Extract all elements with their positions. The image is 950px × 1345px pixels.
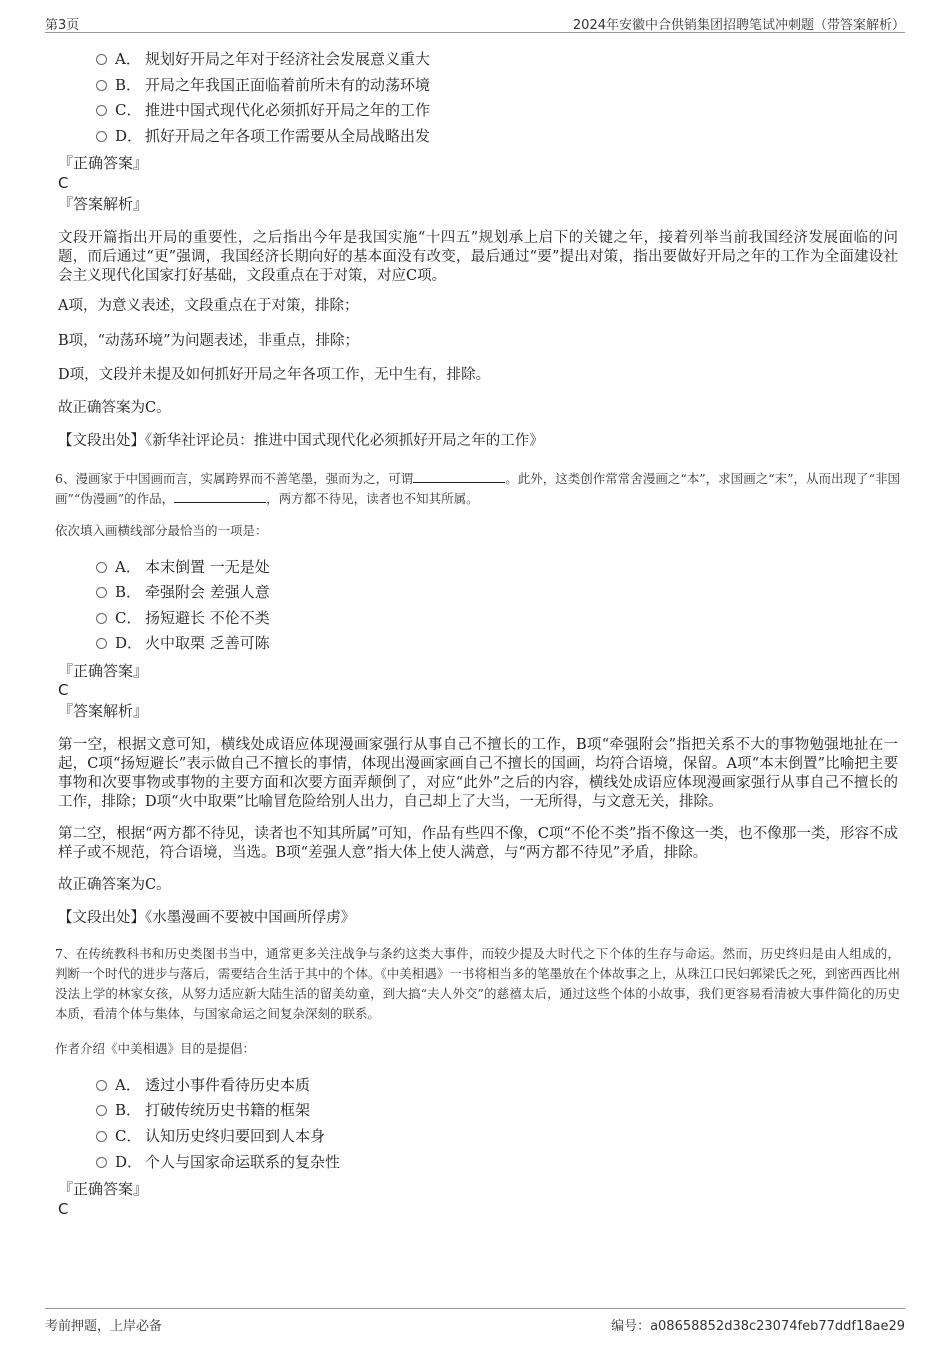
q5-analysis-paragraph: 文段开篇指出开局的重要性，之后指出今年是我国实施“十四五”规划承上启下的关键之年，接着列举当前我国经济发展面临的问题，而后通过“更”强调，我国经济长期向好的基本面没有改变，最后通过“要”提出对策，指出要做好开局之年的工作为全面建设社会主义现代化国家打好基础，文段重点在于对策，对应C项。 — [58, 230, 898, 284]
q7-option-a[interactable]: A． 透过小事件看待历史本质 — [96, 1075, 310, 1095]
q6-analysis-first-blank: 第一空，根据文意可知，横线处成语应体现漫画家强行从事自己不擅长的工作，B项“牵强附会”指把关系不大的事物勉强地扯在一起，C项“扬短避长”表示做自己不擅长的事情，体现出漫画家画自己不擅长的国画，均符合语境，保留。A项“本末倒置”比喻把主要事物和次要事物或事物的主要方面和次要方面弄颠倒了，对应“此外”之后的内容，横线处成语应体现漫画家强行从事自己不擅长的工作，排除；D项“火中取栗”比喻冒危险给别人出力，自己却上了大当，一无所得，与文意无关，排除。 — [58, 737, 898, 810]
q7-prompt: 作者介绍《中美相遇》目的是提倡： — [55, 1041, 256, 1056]
page-number: 第3页 — [45, 18, 80, 33]
q5-option-a[interactable]: A． 规划好开局之年对于经济社会发展意义重大 — [96, 49, 430, 69]
q6-source: 【文段出处】《水墨漫画不要被中国画所俘虏》 — [58, 910, 356, 926]
q6-option-c[interactable]: C． 扬短避长 不伦不类 — [96, 608, 270, 628]
fill-blank-1[interactable] — [413, 470, 505, 483]
q6-analysis-label: 『答案解析』 — [58, 702, 149, 720]
q5-analysis-b: B项，“动荡环境”为问题表述，非重点，排除； — [58, 333, 359, 349]
radio-icon[interactable] — [96, 587, 107, 598]
q6-question-text: 6、漫画家于中国画而言，实属跨界而不善笔墨，强而为之，可谓 。此外，这类创作常常舍漫画之“本”，求国画之“末”，从而出现了“非国画”“伪漫画”的作品， ，两方都不待见，读者也不知其所属。 — [55, 471, 900, 506]
q5-option-c[interactable]: C． 推进中国式现代化必须抓好开局之年的工作 — [96, 100, 430, 120]
q5-analysis-a: A项，为意义表述，文段重点在于对策，排除； — [58, 298, 359, 314]
radio-icon[interactable] — [96, 638, 107, 649]
footer-slogan: 考前押题，上岸必备 — [45, 1319, 163, 1334]
radio-icon[interactable] — [96, 131, 107, 142]
q7-correct-label: 『正确答案』 — [58, 1180, 149, 1198]
q6-prompt: 依次填入画横线部分最恰当的一项是： — [55, 523, 268, 538]
document-id: 编号：a08658852d38c23074feb77ddf18ae29 — [611, 1319, 905, 1334]
q6-analysis-second-blank: 第二空，根据“两方都不待见，读者也不知其所属”可知，作品有些四不像，C项“不伦不类”指不像这一类，也不像那一类，形容不成样子或不规范，符合语境，当选。B项“差强人意”指大体上使人满意，与“两方都不待见”矛盾，排除。 — [58, 826, 898, 861]
q6-analysis-conclusion: 故正确答案为C。 — [58, 877, 171, 893]
radio-icon[interactable] — [96, 54, 107, 65]
q5-option-d[interactable]: D． 抓好开局之年各项工作需要从全局战略出发 — [96, 126, 430, 146]
radio-icon[interactable] — [96, 1080, 107, 1091]
q7-option-b[interactable]: B． 打破传统历史书籍的框架 — [96, 1100, 310, 1120]
q5-correct-answer: C — [58, 174, 69, 192]
radio-icon[interactable] — [96, 613, 107, 624]
radio-icon[interactable] — [96, 562, 107, 573]
radio-icon[interactable] — [96, 80, 107, 91]
radio-icon[interactable] — [96, 1157, 107, 1168]
q6-correct-label: 『正确答案』 — [58, 662, 149, 680]
page-footer — [45, 1308, 905, 1339]
q5-analysis-d: D项，文段并未提及如何抓好开局之年各项工作，无中生有，排除。 — [58, 367, 491, 383]
q7-correct-answer: C — [58, 1200, 69, 1218]
q5-analysis-conclusion: 故正确答案为C。 — [58, 400, 171, 416]
q6-option-a[interactable]: A． 本末倒置 一无是处 — [96, 557, 270, 577]
radio-icon[interactable] — [96, 1105, 107, 1116]
radio-icon[interactable] — [96, 1131, 107, 1142]
q7-option-d[interactable]: D． 个人与国家命运联系的复杂性 — [96, 1152, 340, 1172]
q5-analysis-label: 『答案解析』 — [58, 195, 149, 213]
q6-option-b[interactable]: B． 牵强附会 差强人意 — [96, 582, 270, 602]
radio-icon[interactable] — [96, 105, 107, 116]
q7-option-c[interactable]: C． 认知历史终归要回到人本身 — [96, 1126, 325, 1146]
q6-correct-answer: C — [58, 681, 69, 699]
q7-question-text: 7、在传统教科书和历史类图书当中，通常更多关注战争与条约这类大事件，而较少提及大时代之下个体的生存与命运。然而，历史终归是由人组成的，判断一个时代的进步与落后，需要结合生活于其中的个体。《中美相遇》一书将相当多的笔墨放在个体故事之上，从珠江口民妇郭梁氏之死，到密西西比州没法上学的林家女孩，从努力适应新大陆生活的留美幼童，到大搞“夫人外交”的慈禧太后，通过这些个体的小故事，我们更容易看清被大事件简化的历史本质，看清个体与集体，与国家命运之间复杂深刻的联系。 — [55, 946, 900, 1021]
q5-option-b[interactable]: B． 开局之年我国正面临着前所未有的动荡环境 — [96, 75, 430, 95]
fill-blank-2[interactable] — [174, 490, 266, 503]
q5-correct-label: 『正确答案』 — [58, 154, 149, 172]
q5-source: 【文段出处】《新华社评论员：推进中国式现代化必须抓好开局之年的工作》 — [58, 433, 544, 449]
q6-option-d[interactable]: D． 火中取栗 乏善可陈 — [96, 633, 270, 653]
page-header — [45, 12, 905, 33]
document-title: 2024年安徽中合供销集团招聘笔试冲刺题（带答案解析） — [572, 18, 905, 33]
